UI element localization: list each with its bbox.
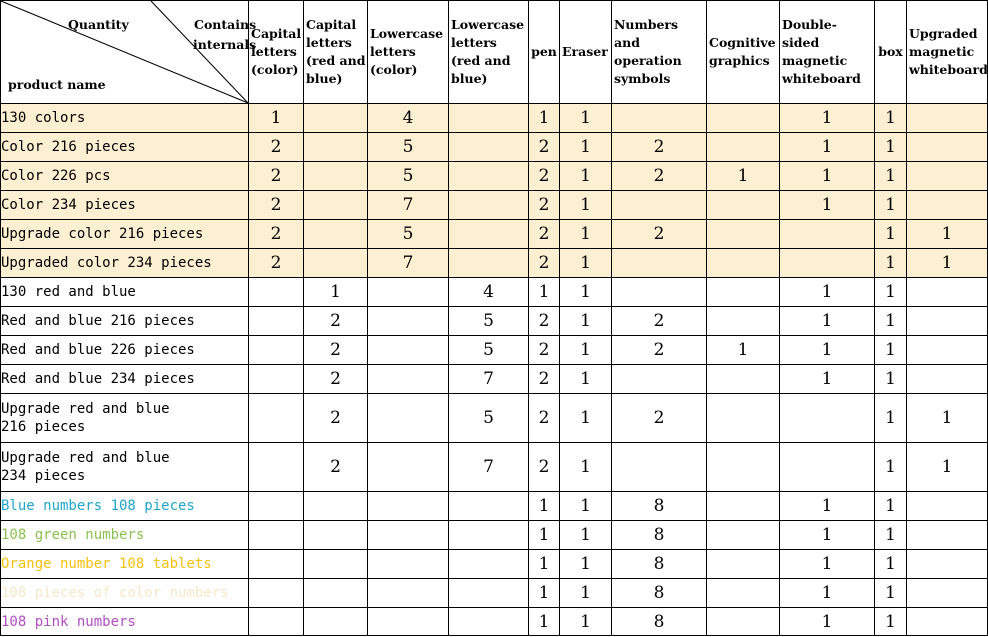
quantity-cell bbox=[707, 191, 780, 220]
col-header: pen bbox=[529, 1, 560, 104]
quantity-cell: 1 bbox=[780, 365, 875, 394]
quantity-cell: 1 bbox=[875, 278, 907, 307]
table-row bbox=[1, 249, 988, 278]
quantity-cell: 1 bbox=[875, 220, 907, 249]
quantity-cell: 2 bbox=[529, 133, 560, 162]
quantity-cell bbox=[449, 521, 529, 550]
table-row bbox=[1, 191, 988, 220]
quantity-cell bbox=[907, 278, 988, 307]
quantity-cell: 1 bbox=[780, 191, 875, 220]
quantity-cell bbox=[612, 443, 707, 492]
quantity-cell bbox=[368, 443, 449, 492]
quantity-cell: 1 bbox=[875, 521, 907, 550]
quantity-cell: 5 bbox=[368, 162, 449, 191]
quantity-cell bbox=[449, 220, 529, 249]
table-row bbox=[1, 307, 988, 336]
quantity-cell: 4 bbox=[368, 104, 449, 133]
quantity-cell: 5 bbox=[449, 307, 529, 336]
quantity-label: Quantity bbox=[68, 17, 129, 32]
quantity-cell: 2 bbox=[304, 336, 368, 365]
quantity-cell bbox=[304, 191, 368, 220]
product-name-cell: Red and blue 234 pieces bbox=[1, 365, 249, 394]
quantity-cell: 1 bbox=[780, 278, 875, 307]
quantity-cell bbox=[449, 104, 529, 133]
quantity-cell: 1 bbox=[560, 307, 612, 336]
product-name-cell: Red and blue 216 pieces bbox=[1, 307, 249, 336]
quantity-cell: 2 bbox=[304, 365, 368, 394]
quantity-cell bbox=[612, 365, 707, 394]
table-row bbox=[1, 336, 988, 365]
quantity-cell: 1 bbox=[560, 365, 612, 394]
quantity-cell bbox=[249, 492, 304, 521]
quantity-cell: 1 bbox=[529, 492, 560, 521]
col-header: Double-sided magnetic whiteboard bbox=[780, 1, 875, 104]
quantity-cell bbox=[249, 394, 304, 443]
quantity-cell: 4 bbox=[449, 278, 529, 307]
quantity-cell: 2 bbox=[612, 394, 707, 443]
quantity-cell: 2 bbox=[529, 191, 560, 220]
table-row bbox=[1, 521, 988, 550]
col-header: Lowercase letters (red and blue) bbox=[449, 1, 529, 104]
quantity-cell bbox=[907, 104, 988, 133]
quantity-cell: 1 bbox=[707, 162, 780, 191]
quantity-cell: 1 bbox=[780, 521, 875, 550]
quantity-cell bbox=[612, 191, 707, 220]
quantity-cell: 1 bbox=[529, 278, 560, 307]
quantity-cell: 1 bbox=[780, 608, 875, 636]
quantity-cell bbox=[304, 579, 368, 608]
quantity-cell bbox=[249, 365, 304, 394]
quantity-cell bbox=[304, 220, 368, 249]
quantity-cell bbox=[707, 608, 780, 636]
quantity-cell: 1 bbox=[875, 492, 907, 521]
col-header: Eraser bbox=[560, 1, 612, 104]
quantity-cell bbox=[304, 521, 368, 550]
quantity-cell bbox=[907, 550, 988, 579]
quantity-cell: 1 bbox=[907, 220, 988, 249]
product-name-cell: Color 234 pieces bbox=[1, 191, 249, 220]
quantity-cell bbox=[707, 307, 780, 336]
quantity-cell bbox=[368, 521, 449, 550]
quantity-cell bbox=[707, 278, 780, 307]
quantity-cell bbox=[612, 249, 707, 278]
quantity-cell bbox=[612, 104, 707, 133]
product-name-cell: Upgraded color 234 pieces bbox=[1, 249, 249, 278]
quantity-cell bbox=[368, 394, 449, 443]
product-name-cell: Upgrade red and blue 234 pieces bbox=[1, 443, 249, 492]
quantity-cell: 1 bbox=[560, 278, 612, 307]
quantity-cell: 2 bbox=[612, 133, 707, 162]
table-row bbox=[1, 278, 988, 307]
quantity-cell: 8 bbox=[612, 521, 707, 550]
quantity-cell bbox=[304, 550, 368, 579]
table-row bbox=[1, 443, 988, 492]
table-row bbox=[1, 133, 988, 162]
quantity-cell bbox=[907, 133, 988, 162]
quantity-cell bbox=[907, 579, 988, 608]
product-name-cell: Upgrade red and blue 216 pieces bbox=[1, 394, 249, 443]
quantity-cell: 1 bbox=[875, 443, 907, 492]
quantity-cell: 1 bbox=[875, 162, 907, 191]
quantity-cell: 1 bbox=[780, 492, 875, 521]
quantity-cell: 1 bbox=[560, 162, 612, 191]
quantity-cell: 5 bbox=[368, 133, 449, 162]
table-row bbox=[1, 220, 988, 249]
quantity-cell: 1 bbox=[780, 336, 875, 365]
quantity-cell bbox=[449, 249, 529, 278]
col-header: Numbers and operation symbols bbox=[612, 1, 707, 104]
quantity-cell bbox=[707, 521, 780, 550]
product-name-cell: 130 red and blue bbox=[1, 278, 249, 307]
quantity-cell: 2 bbox=[612, 307, 707, 336]
quantity-cell: 1 bbox=[560, 492, 612, 521]
quantity-cell bbox=[368, 278, 449, 307]
quantity-cell bbox=[707, 104, 780, 133]
quantity-cell: 1 bbox=[875, 550, 907, 579]
table-row bbox=[1, 104, 988, 133]
quantity-cell: 8 bbox=[612, 608, 707, 636]
quantity-cell bbox=[304, 162, 368, 191]
quantity-cell bbox=[368, 492, 449, 521]
quantity-cell bbox=[449, 191, 529, 220]
product-name-cell: Blue numbers 108 pieces bbox=[1, 492, 249, 521]
table-row bbox=[1, 492, 988, 521]
quantity-cell: 7 bbox=[368, 191, 449, 220]
quantity-cell: 1 bbox=[780, 579, 875, 608]
quantity-cell bbox=[907, 162, 988, 191]
quantity-cell: 5 bbox=[449, 336, 529, 365]
quantity-cell bbox=[707, 365, 780, 394]
quantity-cell bbox=[368, 550, 449, 579]
quantity-cell: 1 bbox=[560, 336, 612, 365]
quantity-cell bbox=[249, 443, 304, 492]
quantity-cell bbox=[249, 550, 304, 579]
table-row bbox=[1, 550, 988, 579]
quantity-cell: 1 bbox=[875, 104, 907, 133]
col-header: Lowercase letters (color) bbox=[368, 1, 449, 104]
quantity-cell: 8 bbox=[612, 492, 707, 521]
quantity-cell: 1 bbox=[780, 133, 875, 162]
table-row bbox=[1, 365, 988, 394]
quantity-cell bbox=[368, 307, 449, 336]
quantity-cell: 2 bbox=[529, 365, 560, 394]
col-header: Capital letters (color) bbox=[249, 1, 304, 104]
quantity-cell: 8 bbox=[612, 550, 707, 579]
product-name-label: product name bbox=[8, 77, 106, 92]
quantity-cell bbox=[368, 579, 449, 608]
quantity-cell bbox=[249, 278, 304, 307]
quantity-cell bbox=[249, 307, 304, 336]
quantity-cell: 1 bbox=[560, 608, 612, 636]
quantity-cell: 1 bbox=[780, 162, 875, 191]
quantity-cell: 1 bbox=[560, 133, 612, 162]
quantity-cell: 1 bbox=[907, 443, 988, 492]
quantity-cell: 2 bbox=[249, 162, 304, 191]
quantity-cell: 1 bbox=[560, 220, 612, 249]
quantity-cell bbox=[780, 220, 875, 249]
quantity-cell: 1 bbox=[560, 249, 612, 278]
quantity-cell bbox=[780, 394, 875, 443]
quantity-cell bbox=[907, 521, 988, 550]
quantity-cell: 1 bbox=[560, 550, 612, 579]
quantity-cell: 1 bbox=[875, 394, 907, 443]
col-header: Upgraded magnetic whiteboard bbox=[907, 1, 988, 104]
quantity-cell: 2 bbox=[249, 191, 304, 220]
quantity-cell: 2 bbox=[249, 220, 304, 249]
quantity-cell bbox=[907, 191, 988, 220]
quantity-cell: 1 bbox=[780, 104, 875, 133]
product-name-cell: 108 green numbers bbox=[1, 521, 249, 550]
quantity-cell: 2 bbox=[612, 162, 707, 191]
quantity-cell: 1 bbox=[529, 579, 560, 608]
quantity-cell bbox=[707, 394, 780, 443]
quantity-cell: 2 bbox=[529, 307, 560, 336]
quantity-cell bbox=[249, 608, 304, 636]
quantity-cell: 5 bbox=[449, 394, 529, 443]
quantity-cell bbox=[612, 278, 707, 307]
quantity-cell: 1 bbox=[560, 579, 612, 608]
quantity-cell: 1 bbox=[875, 336, 907, 365]
quantity-cell: 1 bbox=[529, 104, 560, 133]
quantity-cell: 1 bbox=[529, 550, 560, 579]
quantity-cell: 1 bbox=[560, 521, 612, 550]
quantity-cell: 1 bbox=[875, 191, 907, 220]
quantity-cell bbox=[707, 443, 780, 492]
product-name-cell: Upgrade color 216 pieces bbox=[1, 220, 249, 249]
quantity-cell bbox=[907, 492, 988, 521]
header-row bbox=[1, 1, 988, 104]
quantity-cell: 1 bbox=[907, 394, 988, 443]
col-header: Cognitive graphics bbox=[707, 1, 780, 104]
quantity-cell bbox=[249, 521, 304, 550]
quantity-cell bbox=[249, 336, 304, 365]
quantity-cell: 2 bbox=[529, 443, 560, 492]
quantity-cell bbox=[907, 336, 988, 365]
quantity-cell: 1 bbox=[560, 394, 612, 443]
quantity-cell bbox=[368, 608, 449, 636]
quantity-cell bbox=[304, 104, 368, 133]
quantity-cell: 1 bbox=[529, 608, 560, 636]
quantity-cell: 1 bbox=[707, 336, 780, 365]
quantity-cell bbox=[449, 133, 529, 162]
quantity-cell: 1 bbox=[304, 278, 368, 307]
quantity-cell: 1 bbox=[875, 365, 907, 394]
quantity-cell bbox=[707, 133, 780, 162]
quantity-cell: 2 bbox=[529, 394, 560, 443]
quantity-cell bbox=[449, 492, 529, 521]
quantity-cell: 2 bbox=[304, 307, 368, 336]
quantity-cell: 1 bbox=[560, 191, 612, 220]
product-name-cell: Red and blue 226 pieces bbox=[1, 336, 249, 365]
quantity-cell: 2 bbox=[304, 443, 368, 492]
quantity-cell bbox=[449, 162, 529, 191]
quantity-cell: 1 bbox=[907, 249, 988, 278]
table-row bbox=[1, 579, 988, 608]
product-name-cell: 108 pieces of color numbers bbox=[1, 579, 249, 608]
product-name-cell: 108 pink numbers bbox=[1, 608, 249, 636]
quantity-cell: 2 bbox=[529, 220, 560, 249]
quantity-cell bbox=[707, 492, 780, 521]
quantity-cell: 7 bbox=[449, 443, 529, 492]
quantity-cell bbox=[907, 608, 988, 636]
quantity-cell bbox=[780, 443, 875, 492]
product-name-cell: 130 colors bbox=[1, 104, 249, 133]
table-row bbox=[1, 608, 988, 636]
quantity-cell: 2 bbox=[249, 249, 304, 278]
internals-label: internals bbox=[193, 37, 257, 52]
product-name-cell: Orange number 108 tablets bbox=[1, 550, 249, 579]
quantity-cell: 1 bbox=[875, 579, 907, 608]
quantity-cell bbox=[449, 550, 529, 579]
quantity-cell: 1 bbox=[560, 443, 612, 492]
quantity-cell bbox=[907, 307, 988, 336]
quantity-cell: 2 bbox=[304, 394, 368, 443]
quantity-cell bbox=[707, 579, 780, 608]
table-row bbox=[1, 394, 988, 443]
quantity-cell: 8 bbox=[612, 579, 707, 608]
quantity-cell: 2 bbox=[612, 336, 707, 365]
quantity-cell: 1 bbox=[249, 104, 304, 133]
quantity-cell: 1 bbox=[780, 307, 875, 336]
quantity-cell: 1 bbox=[875, 133, 907, 162]
contains-label: Contains bbox=[194, 17, 257, 32]
quantity-cell bbox=[449, 579, 529, 608]
quantity-cell: 2 bbox=[529, 162, 560, 191]
product-name-cell: Color 216 pieces bbox=[1, 133, 249, 162]
quantity-cell: 1 bbox=[875, 307, 907, 336]
quantity-cell bbox=[304, 492, 368, 521]
quantity-cell: 1 bbox=[529, 521, 560, 550]
quantity-cell: 2 bbox=[249, 133, 304, 162]
quantity-cell bbox=[368, 336, 449, 365]
col-header: box bbox=[875, 1, 907, 104]
quantity-cell bbox=[304, 249, 368, 278]
quantity-cell bbox=[780, 249, 875, 278]
quantity-cell: 1 bbox=[875, 608, 907, 636]
quantity-cell bbox=[304, 133, 368, 162]
corner-cell bbox=[1, 1, 257, 104]
quantity-cell bbox=[368, 365, 449, 394]
quantity-cell: 2 bbox=[529, 249, 560, 278]
quantity-cell: 1 bbox=[875, 249, 907, 278]
quantity-cell: 2 bbox=[529, 336, 560, 365]
quantity-cell: 2 bbox=[612, 220, 707, 249]
quantity-cell: 7 bbox=[368, 249, 449, 278]
quantity-cell: 1 bbox=[780, 550, 875, 579]
quantity-cell bbox=[907, 365, 988, 394]
quantity-cell bbox=[707, 249, 780, 278]
quantity-cell: 5 bbox=[368, 220, 449, 249]
quantity-cell bbox=[449, 608, 529, 636]
quantity-cell bbox=[707, 220, 780, 249]
quantity-cell bbox=[707, 550, 780, 579]
product-name-cell: Color 226 pcs bbox=[1, 162, 249, 191]
table-row bbox=[1, 162, 988, 191]
quantity-cell: 1 bbox=[560, 104, 612, 133]
quantity-cell: 7 bbox=[449, 365, 529, 394]
quantity-cell bbox=[304, 608, 368, 636]
col-header: Capital letters (red and blue) bbox=[304, 1, 368, 104]
quantity-cell bbox=[249, 579, 304, 608]
